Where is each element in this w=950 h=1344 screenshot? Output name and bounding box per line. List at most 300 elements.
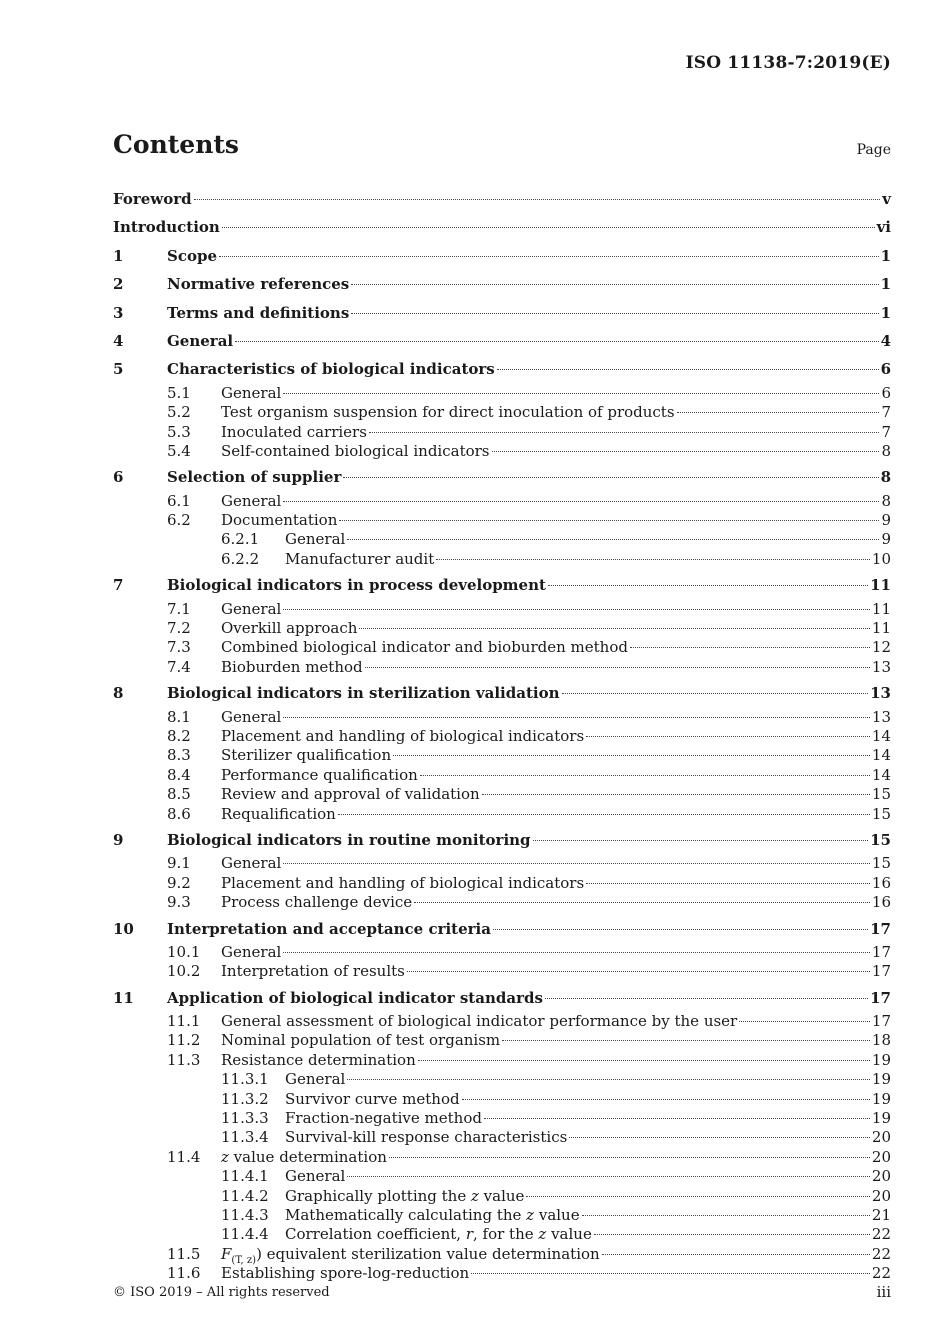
toc-entry-title: Combined biological indicator and bioburden method [221, 638, 628, 657]
toc-leader-dots [347, 1175, 870, 1177]
toc-entry-page: 9 [881, 530, 891, 549]
toc-entry-number: 5.1 [167, 383, 191, 402]
toc-entry-number: 11.4.2 [221, 1186, 269, 1205]
toc-entry-line [221, 638, 891, 657]
toc-leader-dots [569, 1136, 870, 1138]
toc-leader-dots [533, 839, 869, 841]
toc-leader-dots [630, 646, 870, 648]
toc-entry-line [221, 1051, 891, 1070]
toc-leader-dots [545, 997, 868, 999]
toc-entry[interactable] [113, 550, 891, 569]
table-of-contents [113, 185, 891, 1284]
toc-leader-dots [484, 1117, 870, 1119]
toc-entry-page: 15 [871, 854, 891, 873]
toc-entry[interactable] [113, 403, 891, 422]
toc-entry-line [221, 442, 891, 461]
toc-entry[interactable] [113, 746, 891, 765]
toc-entry[interactable] [113, 242, 891, 270]
toc-leader-dots [526, 1195, 869, 1197]
toc-entry-title: General [221, 491, 282, 510]
toc-entry-title: General assessment of biological indicator performance by the user [221, 1012, 738, 1031]
toc-entry-number: 5.3 [167, 422, 191, 441]
toc-entry-number: 8.2 [167, 726, 191, 745]
toc-entry-title: Biological indicators in sterilization validation [167, 684, 560, 703]
toc-entry[interactable] [113, 679, 891, 707]
toc-entry-page: 17 [870, 919, 891, 938]
toc-entry-title: Terms and definitions [167, 303, 350, 322]
toc-entry-page: 20 [871, 1167, 891, 1186]
toc-entry-page: 10 [871, 549, 891, 568]
toc-entry-title: Graphically plotting the z value [285, 1186, 525, 1205]
toc-entry-number: 11.1 [167, 1012, 201, 1031]
toc-entry-line [167, 984, 891, 1012]
toc-entry-line [221, 766, 891, 785]
toc-leader-dots [492, 450, 880, 452]
toc-entry-line [113, 213, 891, 241]
toc-entry[interactable] [113, 327, 891, 355]
toc-entry-line [221, 600, 891, 619]
toc-entry-line [221, 893, 891, 912]
toc-entry-line [221, 619, 891, 638]
toc-entry-title: Performance qualification [221, 765, 418, 784]
toc-entry[interactable] [113, 1070, 891, 1089]
toc-entry-number: 11.3.2 [221, 1089, 269, 1108]
toc-leader-dots [586, 882, 870, 884]
toc-leader-dots [418, 1059, 870, 1061]
toc-leader-dots [407, 970, 870, 972]
copyright-notice: © ISO 2019 – All rights reserved [113, 1285, 330, 1300]
toc-entry-page: 1 [880, 303, 891, 322]
toc-entry-number: 11.2 [167, 1031, 201, 1050]
toc-entry-page: 20 [871, 1147, 891, 1166]
toc-leader-dots [369, 431, 880, 433]
toc-entry-page: 22 [871, 1264, 891, 1283]
toc-entry-line [285, 1109, 891, 1128]
toc-entry-number: 11.4.1 [221, 1167, 269, 1186]
toc-entry-title: General [285, 1070, 346, 1089]
toc-entry-page: 14 [871, 746, 891, 765]
toc-entry-title: Characteristics of biological indicators [167, 360, 495, 379]
toc-entry-line [221, 403, 891, 422]
toc-entry[interactable] [113, 600, 891, 619]
toc-entry-page: 7 [881, 422, 891, 441]
document-id: ISO 11138-7:2019(E) [685, 53, 891, 73]
toc-entry-line [221, 492, 891, 511]
toc-entry-number: 5.2 [167, 403, 191, 422]
toc-entry-title: Foreword [113, 190, 192, 208]
toc-leader-dots [548, 584, 868, 586]
toc-entry-page: 7 [881, 403, 891, 422]
toc-entry-page: 8 [881, 441, 891, 460]
toc-entry[interactable] [113, 299, 891, 327]
toc-entry-line [221, 962, 891, 981]
toc-entry-page: 17 [871, 1012, 891, 1031]
toc-entry-line [221, 1264, 891, 1283]
toc-leader-dots [347, 1078, 870, 1080]
toc-entry-title: Bioburden method [221, 657, 363, 676]
toc-entry[interactable] [113, 384, 891, 403]
toc-entry-line [167, 571, 891, 599]
toc-entry[interactable] [113, 213, 891, 241]
toc-entry-number: 6.2.2 [221, 549, 260, 568]
toc-entry-page: 13 [871, 707, 891, 726]
toc-entry-page: 13 [870, 684, 891, 703]
toc-entry-number: 10 [113, 919, 134, 938]
toc-entry-title: Fraction-negative method [285, 1109, 482, 1128]
toc-entry-title: Survivor curve method [285, 1089, 460, 1108]
toc-entry-title: Interpretation of results [221, 962, 405, 981]
toc-entry-page: v [882, 190, 891, 208]
toc-entry[interactable] [113, 1128, 891, 1147]
toc-entry-title: General [221, 942, 282, 961]
toc-entry-title: Nominal population of test organism [221, 1031, 501, 1050]
toc-entry-number: 8.5 [167, 785, 191, 804]
toc-leader-dots [365, 666, 870, 668]
toc-entry-number: 11.5 [167, 1244, 201, 1263]
toc-leader-dots [420, 774, 870, 776]
toc-entry-line [285, 1167, 891, 1186]
toc-entry-page: 8 [880, 468, 891, 487]
toc-entry[interactable] [113, 893, 891, 912]
toc-entry-page: 19 [871, 1089, 891, 1108]
toc-entry-number: 6 [113, 468, 124, 487]
toc-entry-line [285, 1090, 891, 1109]
toc-entry[interactable] [113, 854, 891, 873]
toc-entry-number: 3 [113, 303, 124, 322]
toc-entry-number: 5 [113, 360, 124, 379]
toc-entry-number: 6.2 [167, 511, 191, 530]
toc-entry-line [285, 1187, 891, 1206]
toc-entry-title: Inoculated carriers [221, 422, 367, 441]
toc-leader-dots [343, 476, 878, 478]
toc-entry-page: 19 [871, 1109, 891, 1128]
toc-entry[interactable] [113, 571, 891, 599]
toc-entry-title: Overkill approach [221, 619, 358, 638]
toc-entry-title: Interpretation and acceptance criteria [167, 919, 491, 938]
toc-entry-line [167, 463, 891, 491]
toc-leader-dots [602, 1253, 870, 1255]
toc-entry-page: 15 [871, 804, 891, 823]
toc-entry[interactable] [113, 766, 891, 785]
toc-entry-page: 16 [871, 873, 891, 892]
toc-entry-title: Mathematically calculating the z value [285, 1205, 580, 1224]
toc-entry-number: 7 [113, 576, 124, 595]
toc-entry-title: z value determination [221, 1147, 387, 1166]
toc-entry-title: Application of biological indicator standards [167, 988, 543, 1007]
toc-entry[interactable] [113, 874, 891, 893]
toc-entry-title: Selection of supplier [167, 468, 342, 487]
toc-leader-dots [283, 716, 870, 718]
toc-leader-dots [222, 226, 875, 228]
toc-entry[interactable] [113, 708, 891, 727]
toc-entry-page: 18 [871, 1031, 891, 1050]
toc-entry-title: Normative references [167, 275, 350, 294]
toc-leader-dots [351, 312, 878, 314]
toc-entry-page: 15 [871, 785, 891, 804]
toc-leader-dots [436, 558, 870, 560]
toc-entry-line [221, 384, 891, 403]
toc-entry-page: 14 [871, 765, 891, 784]
toc-leader-dots [482, 793, 870, 795]
toc-entry[interactable] [113, 943, 891, 962]
toc-entry-page: 15 [870, 830, 891, 849]
toc-entry-line [221, 1012, 891, 1031]
toc-entry-page: 1 [880, 246, 891, 265]
toc-leader-dots [338, 813, 870, 815]
toc-entry-page: 11 [870, 576, 891, 595]
toc-entry-title: Sterilizer qualification [221, 746, 392, 765]
toc-entry[interactable] [113, 785, 891, 804]
toc-entry-line [167, 679, 891, 707]
toc-entry-title: Test organism suspension for direct inoculation of products [221, 403, 675, 422]
toc-entry-number: 10.1 [167, 942, 201, 961]
toc-entry-number: 9.2 [167, 873, 191, 892]
toc-entry[interactable] [113, 1148, 891, 1167]
toc-entry-page: 21 [871, 1205, 891, 1224]
toc-entry-page: 16 [871, 893, 891, 912]
toc-leader-dots [493, 928, 868, 930]
toc-entry[interactable] [113, 185, 891, 213]
toc-entry[interactable] [113, 1187, 891, 1206]
page-title: Contents [113, 130, 240, 159]
toc-entry[interactable] [113, 962, 891, 981]
toc-entry-number: 10.2 [167, 962, 201, 981]
toc-entry-title: $F_{(T, z)}$) equivalent sterilization value determination [221, 1244, 600, 1266]
toc-leader-dots [283, 951, 870, 953]
toc-entry-line [285, 1225, 891, 1244]
toc-entry-title: Correlation coefficient, r, for the z value [285, 1225, 592, 1244]
toc-entry-page: 6 [881, 383, 891, 402]
toc-entry[interactable] [113, 270, 891, 298]
toc-entry-line [167, 299, 891, 327]
toc-leader-dots [347, 538, 879, 540]
page-number: iii [876, 1283, 891, 1301]
toc-entry-number: 5.4 [167, 441, 191, 460]
toc-entry[interactable] [113, 1245, 891, 1264]
toc-entry[interactable] [113, 442, 891, 461]
toc-leader-dots [462, 1098, 870, 1100]
toc-leader-dots [471, 1272, 870, 1274]
toc-leader-dots [497, 368, 879, 370]
toc-entry[interactable] [113, 984, 891, 1012]
toc-entry-number: 4 [113, 331, 124, 350]
toc-entry-number: 8.4 [167, 765, 191, 784]
toc-entry-number: 6.1 [167, 491, 191, 510]
toc-entry-line [221, 785, 891, 804]
toc-entry-page: 17 [871, 962, 891, 981]
toc-leader-dots [283, 608, 870, 610]
toc-leader-dots [562, 692, 869, 694]
toc-entry-line [221, 943, 891, 962]
toc-entry-page: 19 [871, 1070, 891, 1089]
toc-entry-number: 7.4 [167, 657, 191, 676]
toc-entry-line [221, 658, 891, 677]
toc-entry-page: 6 [880, 360, 891, 379]
toc-entry-page: 8 [881, 491, 891, 510]
toc-entry[interactable] [113, 511, 891, 530]
toc-entry-title: General [285, 1167, 346, 1186]
toc-entry-line [221, 1031, 891, 1050]
page-column-label: Page [856, 142, 891, 158]
toc-entry[interactable] [113, 1109, 891, 1128]
toc-leader-dots [194, 198, 881, 200]
toc-entry[interactable] [113, 619, 891, 638]
toc-entry-line [221, 746, 891, 765]
toc-entry-number: 2 [113, 275, 124, 294]
toc-leader-dots [219, 255, 879, 257]
toc-entry-title: Resistance determination [221, 1050, 416, 1069]
toc-entry-page: 17 [870, 988, 891, 1007]
toc-leader-dots [389, 1156, 870, 1158]
toc-entry[interactable] [113, 492, 891, 511]
toc-leader-dots [359, 627, 869, 629]
toc-entry-line [285, 550, 891, 569]
toc-leader-dots [351, 283, 878, 285]
toc-leader-dots [235, 340, 878, 342]
toc-entry-line [285, 1206, 891, 1225]
toc-entry-title: General [221, 707, 282, 726]
toc-entry[interactable] [113, 1225, 891, 1244]
toc-leader-dots [586, 735, 870, 737]
toc-entry-page: 12 [871, 638, 891, 657]
toc-entry-title: General [221, 599, 282, 618]
toc-entry-title: General [285, 530, 346, 549]
toc-entry-line [167, 355, 891, 383]
toc-entry-title: Requalification [221, 804, 336, 823]
toc-entry-title: Scope [167, 246, 218, 265]
toc-entry-number: 1 [113, 246, 124, 265]
toc-entry[interactable] [113, 805, 891, 824]
toc-entry-number: 7.2 [167, 619, 191, 638]
toc-entry-line [167, 327, 891, 355]
toc-entry-page: 11 [871, 599, 891, 618]
toc-entry-title: Placement and handling of biological indicators [221, 873, 585, 892]
toc-entry-number: 8.1 [167, 707, 191, 726]
toc-entry-number: 11.3 [167, 1050, 201, 1069]
toc-entry-title: Introduction [113, 218, 220, 237]
toc-entry-page: 4 [880, 331, 891, 350]
toc-leader-dots [594, 1233, 870, 1235]
toc-entry-line [167, 242, 891, 270]
toc-entry-title: General [221, 383, 282, 402]
toc-entry-line [167, 270, 891, 298]
toc-entry[interactable] [113, 727, 891, 746]
toc-entry-line [167, 915, 891, 943]
toc-entry[interactable] [113, 1206, 891, 1225]
toc-entry-page: 20 [871, 1186, 891, 1205]
toc-leader-dots [677, 411, 880, 413]
toc-leader-dots [283, 500, 879, 502]
toc-entry[interactable] [113, 423, 891, 442]
toc-entry[interactable] [113, 1031, 891, 1050]
toc-entry-line [221, 727, 891, 746]
toc-entry-line [221, 854, 891, 873]
toc-entry-page: 20 [871, 1128, 891, 1147]
toc-entry-number: 9.1 [167, 854, 191, 873]
toc-entry-line [221, 1148, 891, 1167]
toc-entry[interactable] [113, 826, 891, 854]
toc-entry-title: Biological indicators in process development [167, 576, 546, 595]
toc-entry-page: 1 [880, 275, 891, 294]
toc-entry-number: 11.4 [167, 1147, 201, 1166]
toc-entry-title: General [221, 854, 282, 873]
toc-entry-title: Process challenge device [221, 893, 413, 912]
toc-entry[interactable] [113, 1264, 891, 1283]
toc-entry-title: Documentation [221, 511, 338, 530]
toc-entry-number: 11.3.4 [221, 1128, 269, 1147]
toc-entry-line [285, 1128, 891, 1147]
toc-entry-title: Placement and handling of biological indicators [221, 726, 585, 745]
toc-entry[interactable] [113, 1090, 891, 1109]
toc-entry-number: 11.4.3 [221, 1205, 269, 1224]
toc-leader-dots [414, 901, 870, 903]
toc-entry-title: Biological indicators in routine monitoring [167, 830, 531, 849]
toc-entry-number: 8.6 [167, 804, 191, 823]
toc-entry-number: 8 [113, 684, 124, 703]
toc-entry-title: Self-contained biological indicators [221, 441, 490, 460]
toc-entry[interactable] [113, 1051, 891, 1070]
toc-entry-page: 14 [871, 726, 891, 745]
toc-entry[interactable] [113, 530, 891, 549]
toc-leader-dots [283, 862, 870, 864]
toc-entry-title: Review and approval of validation [221, 785, 480, 804]
toc-entry-line [221, 805, 891, 824]
toc-entry[interactable] [113, 658, 891, 677]
toc-entry-number: 7.1 [167, 599, 191, 618]
toc-entry-line [113, 185, 891, 213]
toc-leader-dots [739, 1020, 870, 1022]
toc-entry-number: 9 [113, 830, 124, 849]
toc-entry[interactable] [113, 915, 891, 943]
toc-entry-line [221, 423, 891, 442]
toc-entry[interactable] [113, 1167, 891, 1186]
toc-entry-line [221, 874, 891, 893]
toc-entry-line [221, 708, 891, 727]
toc-leader-dots [502, 1039, 870, 1041]
toc-entry-number: 8.3 [167, 746, 191, 765]
toc-entry-number: 11.3.3 [221, 1109, 269, 1128]
toc-entry-title: Manufacturer audit [285, 549, 435, 568]
toc-leader-dots [582, 1214, 870, 1216]
toc-entry-page: 13 [871, 657, 891, 676]
toc-entry-number: 6.2.1 [221, 530, 260, 549]
toc-entry-title: General [167, 331, 234, 350]
toc-entry-line [285, 530, 891, 549]
toc-entry-page: 11 [871, 619, 891, 638]
toc-entry[interactable] [113, 463, 891, 491]
toc-entry-page: 22 [871, 1244, 891, 1263]
toc-entry-page: vi [876, 218, 891, 237]
toc-entry-line [221, 511, 891, 530]
toc-entry[interactable] [113, 355, 891, 383]
toc-entry-number: 11.3.1 [221, 1070, 269, 1089]
toc-entry-number: 11.4.4 [221, 1225, 269, 1244]
toc-entry-page: 17 [871, 942, 891, 961]
toc-leader-dots [393, 754, 870, 756]
toc-leader-dots [283, 392, 879, 394]
toc-entry-title: Survival-kill response characteristics [285, 1128, 568, 1147]
toc-entry[interactable] [113, 638, 891, 657]
toc-entry-number: 11 [113, 988, 134, 1007]
toc-entry-number: 11.6 [167, 1264, 201, 1283]
toc-entry-page: 9 [881, 511, 891, 530]
toc-leader-dots [339, 519, 879, 521]
toc-entry-number: 9.3 [167, 893, 191, 912]
toc-entry-title: Establishing spore-log-reduction [221, 1264, 470, 1283]
toc-entry-line [285, 1070, 891, 1089]
toc-entry[interactable] [113, 1012, 891, 1031]
toc-entry-page: 22 [871, 1225, 891, 1244]
